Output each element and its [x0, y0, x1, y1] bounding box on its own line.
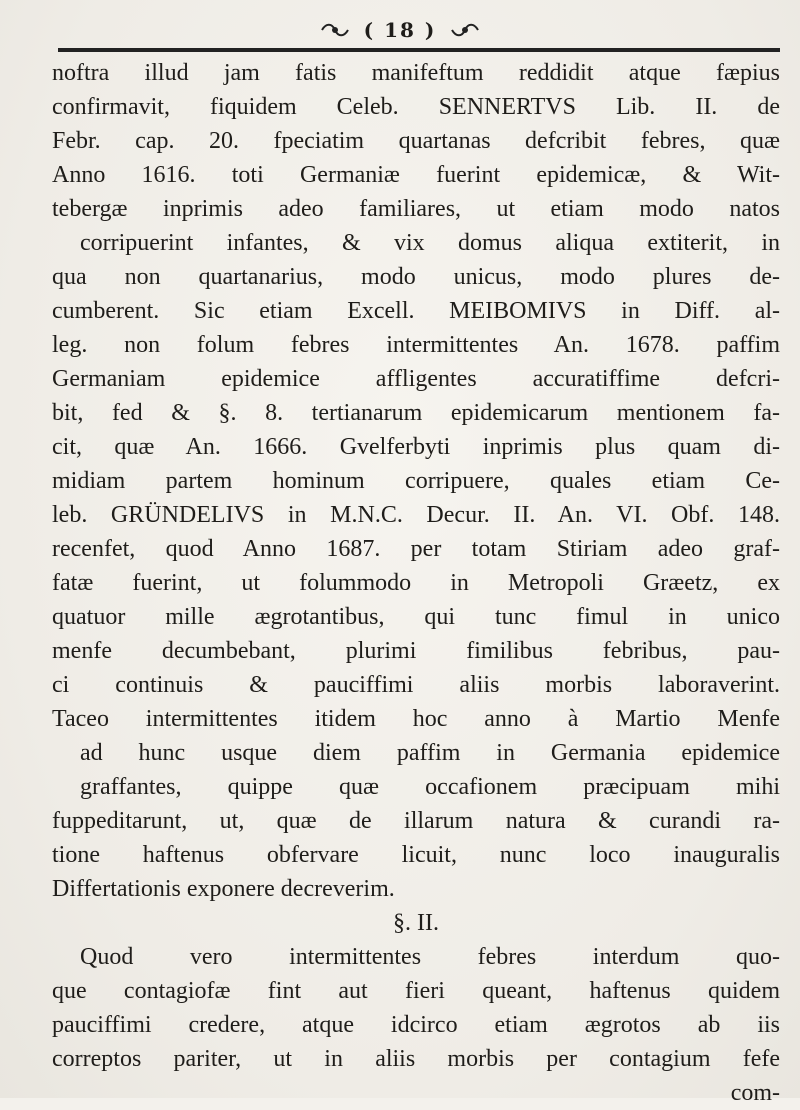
text-line: Febr. cap. 20. fpeciatim quartanas defcribit febres, quæ — [52, 128, 780, 154]
text-line: Anno 1616. toti Germaniæ fuerint epidemicæ, & Wit- — [52, 162, 780, 188]
page-number: ( 18 ) — [363, 18, 437, 42]
text-line: quatuor mille ægrotantibus, qui tunc fimul in unico — [52, 604, 780, 630]
text-line: Differtationis exponere decreverim. — [52, 876, 395, 902]
text-line: bit, fed & §. 8. tertianarum epidemicarum mentionem fa- — [52, 400, 780, 426]
right-ornament-icon — [450, 22, 480, 38]
text-line: fuppeditarunt, ut, quæ de illarum natura & curandi ra- — [52, 808, 780, 834]
text-line: midiam partem hominum corripuere, quales etiam Ce- — [52, 468, 780, 494]
text-line: Taceo intermittentes itidem hoc anno à Martio Menfe — [52, 706, 780, 732]
text-line: leg. non folum febres intermittentes An. 1678. paffim — [52, 332, 780, 358]
text-line: corripuerint infantes, & vix domus aliqua extiterit, in — [80, 230, 780, 256]
body-text — [52, 56, 780, 1110]
text-line: fatæ fuerint, ut folummodo in Metropoli Græetz, ex — [52, 570, 780, 596]
text-line: tione haftenus obfervare licuit, nunc loco inauguralis — [52, 842, 780, 868]
text-line: recenfet, quod Anno 1687. per totam Stiriam adeo graf- — [52, 536, 780, 562]
text-line: menfe decumbebant, plurimi fimilibus febribus, pau- — [52, 638, 780, 664]
text-line: Quod vero intermittentes febres interdum quo- — [80, 944, 780, 970]
text-line: noftra illud jam fatis manifeftum reddidit atque fæpius — [52, 60, 780, 86]
text-line: Germaniam epidemice affligentes accuratiffime defcri- — [52, 366, 780, 392]
text-line: tebergæ inprimis adeo familiares, ut etiam modo natos — [52, 196, 780, 222]
text-line: ad hunc usque diem paffim in Germania epidemice — [80, 740, 780, 766]
header-rule — [58, 48, 780, 52]
text-line: leb. GRÜNDELIVS in M.N.C. Decur. II. An. VI. Obf. 148. — [52, 502, 780, 528]
text-line: cumberent. Sic etiam Excell. MEIBOMIVS in Diff. al- — [52, 298, 780, 324]
text-line: que contagiofæ fint aut fieri queant, haftenus quidem — [52, 978, 780, 1004]
text-line: graffantes, quippe quæ occafionem præcipuam mihi — [80, 774, 780, 800]
text-line: pauciffimi credere, atque idcirco etiam ægrotos ab iis — [52, 1012, 780, 1038]
text-line: ci continuis & pauciffimi aliis morbis laboraverint. — [52, 672, 780, 698]
page-header — [0, 10, 800, 50]
text-line: cit, quæ An. 1666. Gvelferbyti inprimis plus quam di- — [52, 434, 780, 460]
section-heading: §. II. — [393, 910, 439, 936]
text-line: confirmavit, fiquidem Celeb. SENNERTVS Lib. II. de — [52, 94, 780, 120]
text-line: correptos pariter, ut in aliis morbis per contagium fefe — [52, 1046, 780, 1072]
left-ornament-icon — [320, 22, 350, 38]
text-line: qua non quartanarius, modo unicus, modo plures de- — [52, 264, 780, 290]
catchword: com- — [730, 1080, 780, 1106]
